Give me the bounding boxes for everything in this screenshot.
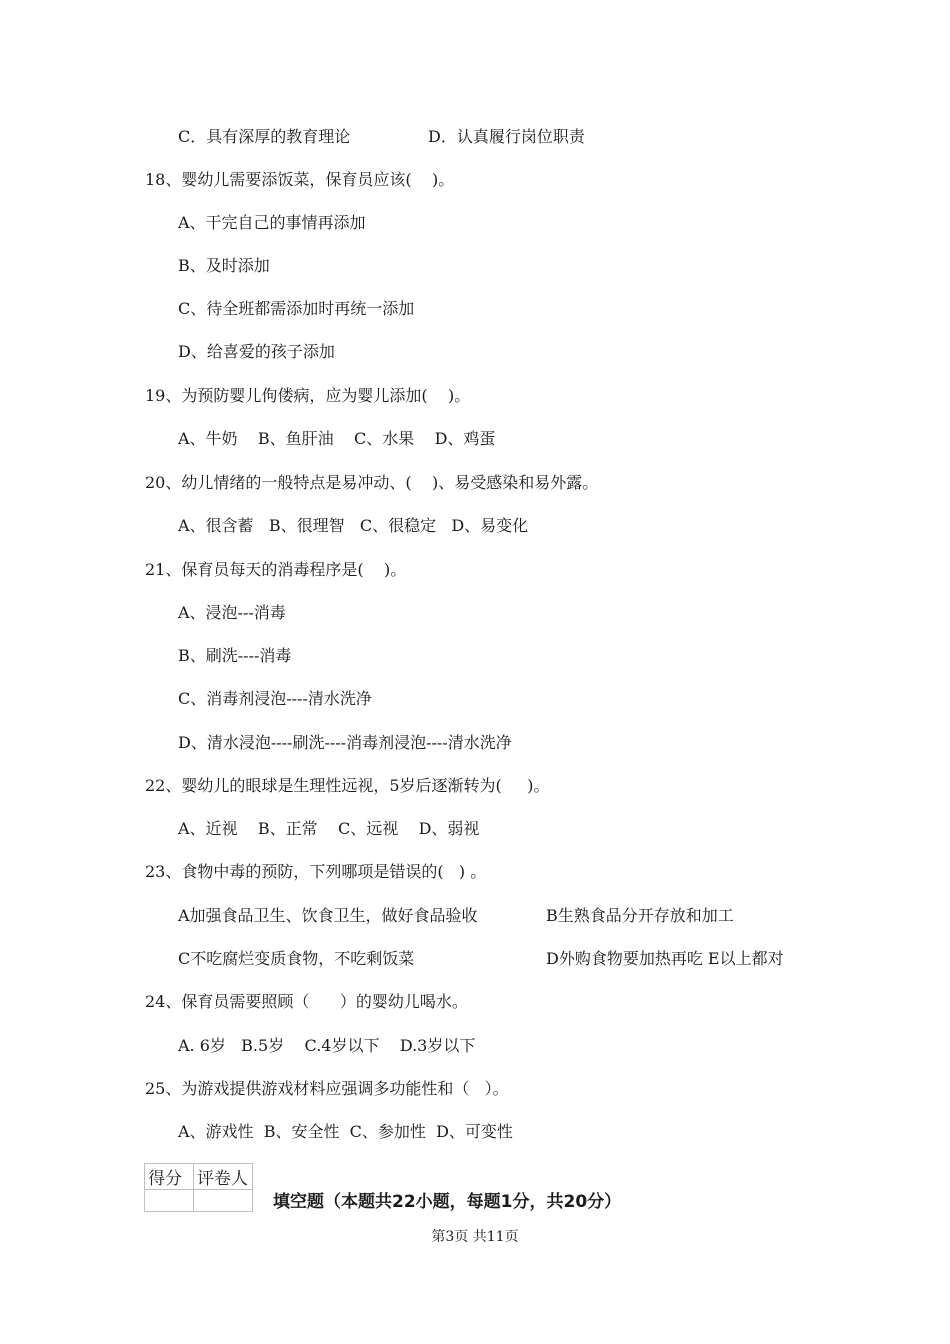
option-text: D、给喜爱的孩子添加 [178,342,335,361]
grader-cell [194,1190,253,1212]
question-text: 23、食物中毒的预防，下列哪项是错误的( ) 。 [145,862,487,881]
option-text: A加强食品卫生、饮食卫生，做好食品验收 [178,906,478,925]
option-text: A、游戏性 B、安全性 C、参加性 D、可变性 [178,1122,513,1141]
option-text: A、干完自己的事情再添加 [178,213,366,232]
option-text: D．认真履行岗位职责 [428,127,585,146]
option-text: C．具有深厚的教育理论 [178,127,351,146]
question-text: 21、保育员每天的消毒程序是( )。 [145,560,407,579]
question-text: 19、为预防婴儿佝偻病，应为婴儿添加( )。 [145,386,471,405]
option-text: B生熟食品分开存放和加工 [546,906,734,925]
option-text: D外购食物要加热再吃 E以上都对 [546,949,784,968]
grader-label: 评卷人 [194,1164,253,1190]
option-text: A. 6岁 B.5岁 C.4岁以下 D.3岁以下 [178,1036,476,1055]
option-text: A、近视 B、正常 C、远视 D、弱视 [178,819,480,838]
page-footer: 第3页 共11页 [431,1229,519,1245]
option-text: D、清水浸泡----刷洗----消毒剂浸泡----清水洗净 [178,733,512,752]
option-text: A、牛奶 B、鱼肝油 C、水果 D、鸡蛋 [178,429,496,448]
score-cell [145,1190,194,1212]
question-text: 24、保育员需要照顾（ ）的婴幼儿喝水。 [145,992,468,1011]
option-text: B、刷洗----消毒 [178,646,292,665]
option-text: A、很含蓄 B、很理智 C、很稳定 D、易变化 [178,516,529,535]
score-label: 得分 [145,1164,194,1190]
question-text: 18、婴幼儿需要添饭菜，保育员应该( )。 [145,170,455,189]
question-text: 20、幼儿情绪的一般特点是易冲动、( )、易受感染和易外露。 [145,473,599,492]
option-text: B、及时添加 [178,256,270,275]
score-table [144,1163,253,1212]
option-text: C不吃腐烂变质食物，不吃剩饭菜 [178,949,415,968]
question-text: 22、婴幼儿的眼球是生理性远视，5岁后逐渐转为( )。 [145,776,550,795]
option-text: C、消毒剂浸泡----清水洗净 [178,689,372,708]
question-text: 25、为游戏提供游戏材料应强调多功能性和（ ）。 [145,1079,509,1098]
option-text: C、待全班都需添加时再统一添加 [178,299,415,318]
option-text: A、浸泡---消毒 [178,603,286,622]
section-title: 填空题（本题共22小题，每题1分，共20分） [273,1192,622,1212]
